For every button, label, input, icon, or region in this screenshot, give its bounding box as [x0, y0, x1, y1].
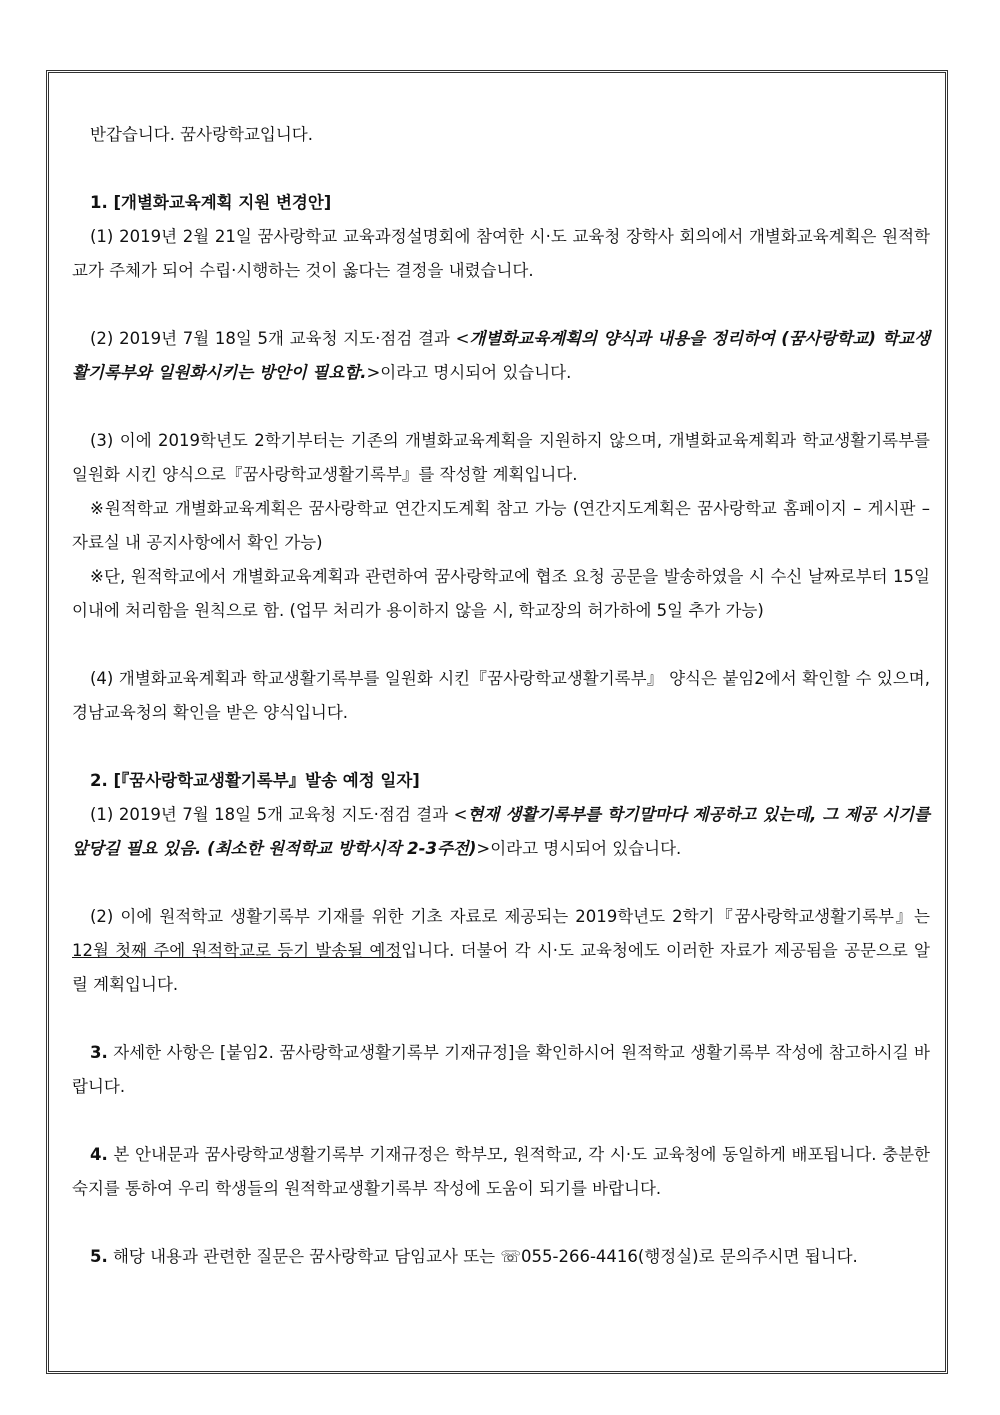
section1-item2-pre: (2) 2019년 7월 18일 5개 교육청 지도·점검 결과 <: [90, 329, 470, 348]
section1-note2: ※단, 원적학교에서 개별화교육계획과 관련하여 꿈사랑학교에 협조 요청 공문을 발송하였을 시 수신 날짜로부터 15일 이내에 처리함을 원칙으로 함. (업무 처리가 용이하지 않을 시, 학교장의 허가하에 5일 추가 가능): [72, 567, 930, 620]
section2-item1-pre: (1) 2019년 7월 18일 5개 교육청 지도·점검 결과 <: [90, 805, 468, 824]
section2-item1-emphasis: 현재 생활기록부를 학기말마다 제공하고 있는데, 그 제공 시기를 앞당길 필요 있음. (최소한 원적학교 방학시작 2-3주전): [72, 805, 930, 858]
section1-note1: ※원적학교 개별화교육계획은 꿈사랑학교 연간지도계획 참고 가능 (연간지도계획은 꿈사랑학교 홈페이지 – 게시판 – 자료실 내 공지사항에서 확인 가능): [72, 499, 930, 552]
section2-item2-pre: (2) 이에 원적학교 생활기록부 기재를 위한 기초 자료로 제공되는 2019학년도 2학기『꿈사랑학교생활기록부』는: [90, 907, 930, 926]
section5-number: 5.: [90, 1247, 108, 1266]
section2-item2: [72, 900, 930, 1002]
section2-item2-post: 입니다. 더불어 각 시·도 교육청에도 이러한 자료가 제공됨을 공문으로 알릴 계획입니다.: [72, 941, 930, 994]
greeting: 반갑습니다. 꿈사랑학교입니다.: [90, 125, 313, 144]
section1-item2: [72, 322, 930, 390]
section2-heading: 2. [『꿈사랑학교생활기록부』발송 예정 일자]: [90, 771, 420, 790]
section1-item3: (3) 이에 2019학년도 2학기부터는 기존의 개별화교육계획을 지원하지 않으며, 개별화교육계획과 학교생활기록부를 일원화 시킨 양식으로『꿈사랑학교생활기록부』를 작성할 계획입니다.: [72, 431, 930, 484]
section1-item4: (4) 개별화교육계획과 학교생활기록부를 일원화 시킨『꿈사랑학교생활기록부』 양식은 붙임2에서 확인할 수 있으며, 경남교육청의 확인을 받은 양식입니다.: [72, 669, 930, 722]
section1-item2-post: >이라고 명시되어 있습니다.: [366, 363, 572, 382]
section1-item1: (1) 2019년 2월 21일 꿈사랑학교 교육과정설명회에 참여한 시·도 교육청 장학사 회의에서 개별화교육계획은 원적학교가 주체가 되어 수립·시행하는 것이 옳다는 결정을 내렸습니다.: [72, 227, 930, 280]
section4: [72, 1138, 930, 1206]
section5-text-post: 055-266-4416(행정실)로 문의주시면 됩니다.: [521, 1247, 858, 1266]
section1-heading: 1. [개별화교육계획 지원 변경안]: [90, 193, 332, 212]
section3-number: 3.: [90, 1043, 108, 1062]
section2-item1: [72, 798, 930, 866]
section5-text-pre: 해당 내용과 관련한 질문은 꿈사랑학교 담임교사 또는: [107, 1247, 501, 1266]
section2-item2-underlined: 12월 첫째 주에 원적학교로 등기 발송될 예정: [72, 941, 402, 960]
section4-text: 본 안내문과 꿈사랑학교생활기록부 기재규정은 학부모, 원적학교, 각 시·도 교육청에 동일하게 배포됩니다. 충분한 숙지를 통하여 우리 학생들의 원적학교생활기록부 작성에 도움이 되기를 바랍니다.: [72, 1145, 930, 1198]
notice-body: [72, 118, 930, 1274]
section3-text: 자세한 사항은 [붙임2. 꿈사랑학교생활기록부 기재규정]을 확인하시어 원적학교 생활기록부 작성에 참고하시길 바랍니다.: [72, 1043, 930, 1096]
section2-item1-post: >이라고 명시되어 있습니다.: [476, 839, 682, 858]
section1-item2-emphasis: 개별화교육계획의 양식과 내용을 정리하여 (꿈사랑학교) 학교생활기록부와 일원화시키는 방안이 필요함.: [72, 329, 931, 382]
section4-number: 4.: [90, 1145, 108, 1164]
section5: [72, 1240, 930, 1274]
section3: [72, 1036, 930, 1104]
phone-icon: ☏: [500, 1247, 522, 1266]
